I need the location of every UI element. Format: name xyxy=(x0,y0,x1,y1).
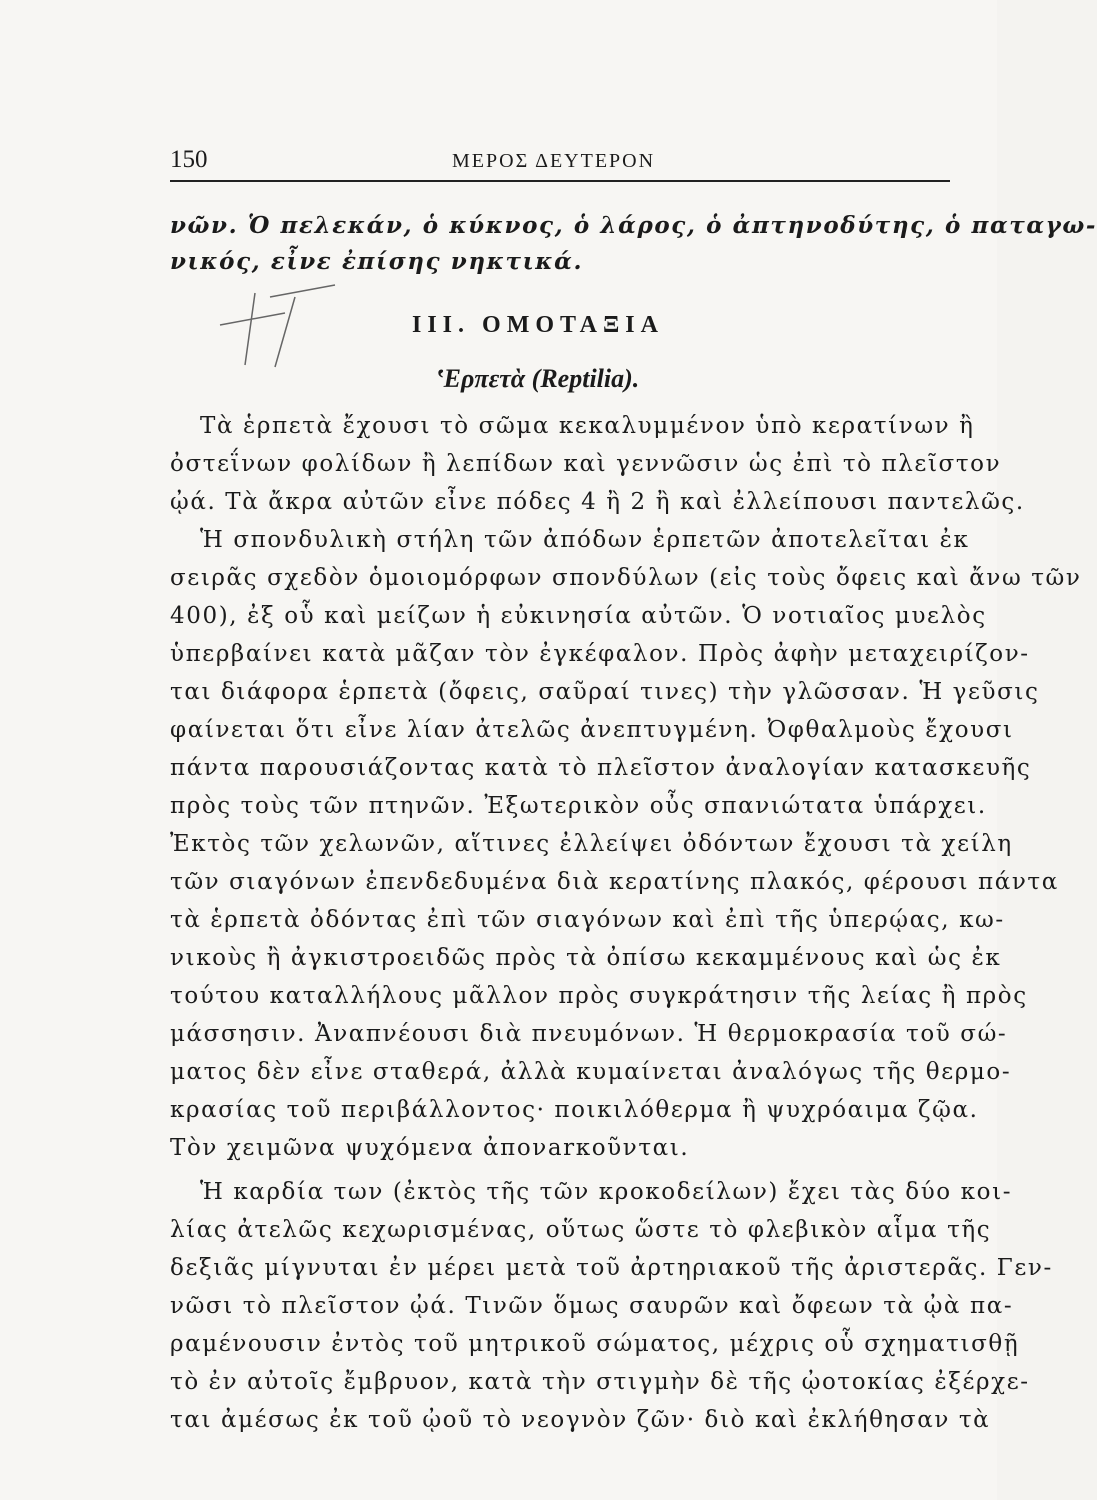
body-line: Ἡ καρδία των (ἐκτὸς τῆς τῶν κροκοδείλων) ἔχει τὰς δύο κοι- xyxy=(200,1179,1013,1205)
body-line: ὀστεΐνων φολίδων ἢ λεπίδων καὶ γεννῶσιν ὡς ἐπὶ τὸ πλεῖστον xyxy=(170,451,1002,477)
body-line: νῶσι τὸ πλεῖστον ᾠά. Τινῶν ὅμως σαυρῶν καὶ ὄφεων τὰ ᾠὰ πα- xyxy=(170,1293,1014,1319)
body-line: ὑπερβαίνει κατὰ μᾶζαν τὸν ἐγκέφαλον. Πρὸς ἀφὴν μεταχειρίζον- xyxy=(170,641,1030,667)
body-line: Ἡ σπονδυλικὴ στήλη τῶν ἀπόδων ἑρπετῶν ἀποτελεῖται ἐκ xyxy=(200,527,970,553)
body-line: σειρᾶς σχεδὸν ὁμοιομόρφων σπονδύλων (εἰς τοὺς ὄφεις καὶ ἄνω τῶν xyxy=(170,565,1082,591)
body-line: λίας ἀτελῶς κεχωρισμένας, οὕτως ὥστε τὸ φλεβικὸν αἷμα τῆς xyxy=(170,1217,992,1243)
body-line: τούτου καταλλήλους μᾶλλον πρὸς συγκράτησιν τῆς λείας ἢ πρὸς xyxy=(170,983,1028,1009)
body-line: τῶν σιαγόνων ἐπενδεδυμένα διὰ κερατίνης πλακός, φέρουσι πάντα xyxy=(170,869,1059,895)
body-line: Ἐκτὸς τῶν χελωνῶν, αἵτινες ἐλλείψει ὀδόντων ἔχουσι τὰ χείλη xyxy=(170,831,1013,857)
body-line: κρασίας τοῦ περιβάλλοντος· ποικιλόθερμα ἢ ψυχρόαιμα ζῷα. xyxy=(170,1097,979,1123)
body-line: πρὸς τοὺς τῶν πτηνῶν. Ἐξωτερικὸν οὖς σπανιώτατα ὑπάρχει. xyxy=(170,793,987,819)
body-line: δεξιᾶς μίγνυται ἐν μέρει μετὰ τοῦ ἀρτηριακοῦ τῆς ἀριστερᾶς. Γεν- xyxy=(170,1255,1053,1281)
body-line: τὰ ἑρπετὰ ὀδόντας ἐπὶ τῶν σιαγόνων καὶ ἐπὶ τῆς ὑπερῴας, κω- xyxy=(170,907,1005,933)
pencil-mark xyxy=(215,285,345,375)
intro-line: νῶν. Ὁ πελεκάν, ὁ κύκνος, ὁ λάρος, ὁ ἀπτηνοδύτης, ὁ παταγω- xyxy=(170,212,1097,239)
body-line: φαίνεται ὅτι εἶνε λίαν ἀτελῶς ἀνεπτυγμένη. Ὀφθαλμοὺς ἔχουσι xyxy=(170,717,1014,743)
body-line: Τὸν χειμῶνα ψυχόμενα ἀπονarκοῦνται. xyxy=(170,1135,690,1161)
body-line: Τὰ ἑρπετὰ ἔχουσι τὸ σῶμα κεκαλυμμένον ὑπὸ κερατίνων ἢ xyxy=(200,413,975,439)
body-line: μάσσησιν. Ἀναπνέουσι διὰ πνευμόνων. Ἡ θερμοκρασία τοῦ σώ- xyxy=(170,1021,1008,1047)
body-line: ται ἀμέσως ἐκ τοῦ ᾠοῦ τὸ νεογνὸν ζῶν· διὸ καὶ ἐκλήθησαν τὰ xyxy=(170,1407,991,1433)
body-line: τὸ ἐν αὐτοῖς ἔμβρυον, κατὰ τὴν στιγμὴν δὲ τῆς ᾠοτοκίας ἐξέρχε- xyxy=(170,1369,1030,1395)
page-number: 150 xyxy=(170,146,208,173)
body-line: ματος δὲν εἶνε σταθερά, ἀλλὰ κυμαίνεται ἀναλόγως τῆς θερμο- xyxy=(170,1059,1012,1085)
body-line: ται διάφορα ἑρπετὰ (ὄφεις, σαῦραί τινες) τὴν γλῶσσαν. Ἡ γεῦσις xyxy=(170,679,1040,705)
body-line: ραμένουσιν ἐντὸς τοῦ μητρικοῦ σώματος, μέχρις οὗ σχηματισθῇ xyxy=(170,1331,1020,1357)
body-line: ᾠά. Τὰ ἄκρα αὐτῶν εἶνε πόδες 4 ἢ 2 ἢ καὶ ἐλλείπουσι παντελῶς. xyxy=(170,489,1025,515)
section-title: III. ΟΜΟΤΑΞΙΑ xyxy=(412,312,664,338)
body-line: πάντα παρουσιάζοντας κατὰ τὸ πλεῖστον ἀναλογίαν κατασκευῆς xyxy=(170,755,1032,781)
header-rule xyxy=(170,180,950,182)
body-line: 400), ἐξ οὗ καὶ μείζων ἡ εὐκινησία αὐτῶν. Ὁ νοτιαῖος μυελὸς xyxy=(170,603,987,629)
intro-line: νικός, εἶνε ἐπίσης νηκτικά. xyxy=(170,248,584,275)
running-title: ΜΕΡΟΣ ΔΕΥΤΕΡΟΝ xyxy=(452,150,656,172)
page-header xyxy=(170,146,950,180)
body-line: νικοὺς ἢ ἀγκιστροειδῶς πρὸς τὰ ὀπίσω κεκαμμένους καὶ ὡς ἐκ xyxy=(170,945,1002,971)
subheading: ʽΕρπετὰ (Reptilia). xyxy=(435,364,640,393)
